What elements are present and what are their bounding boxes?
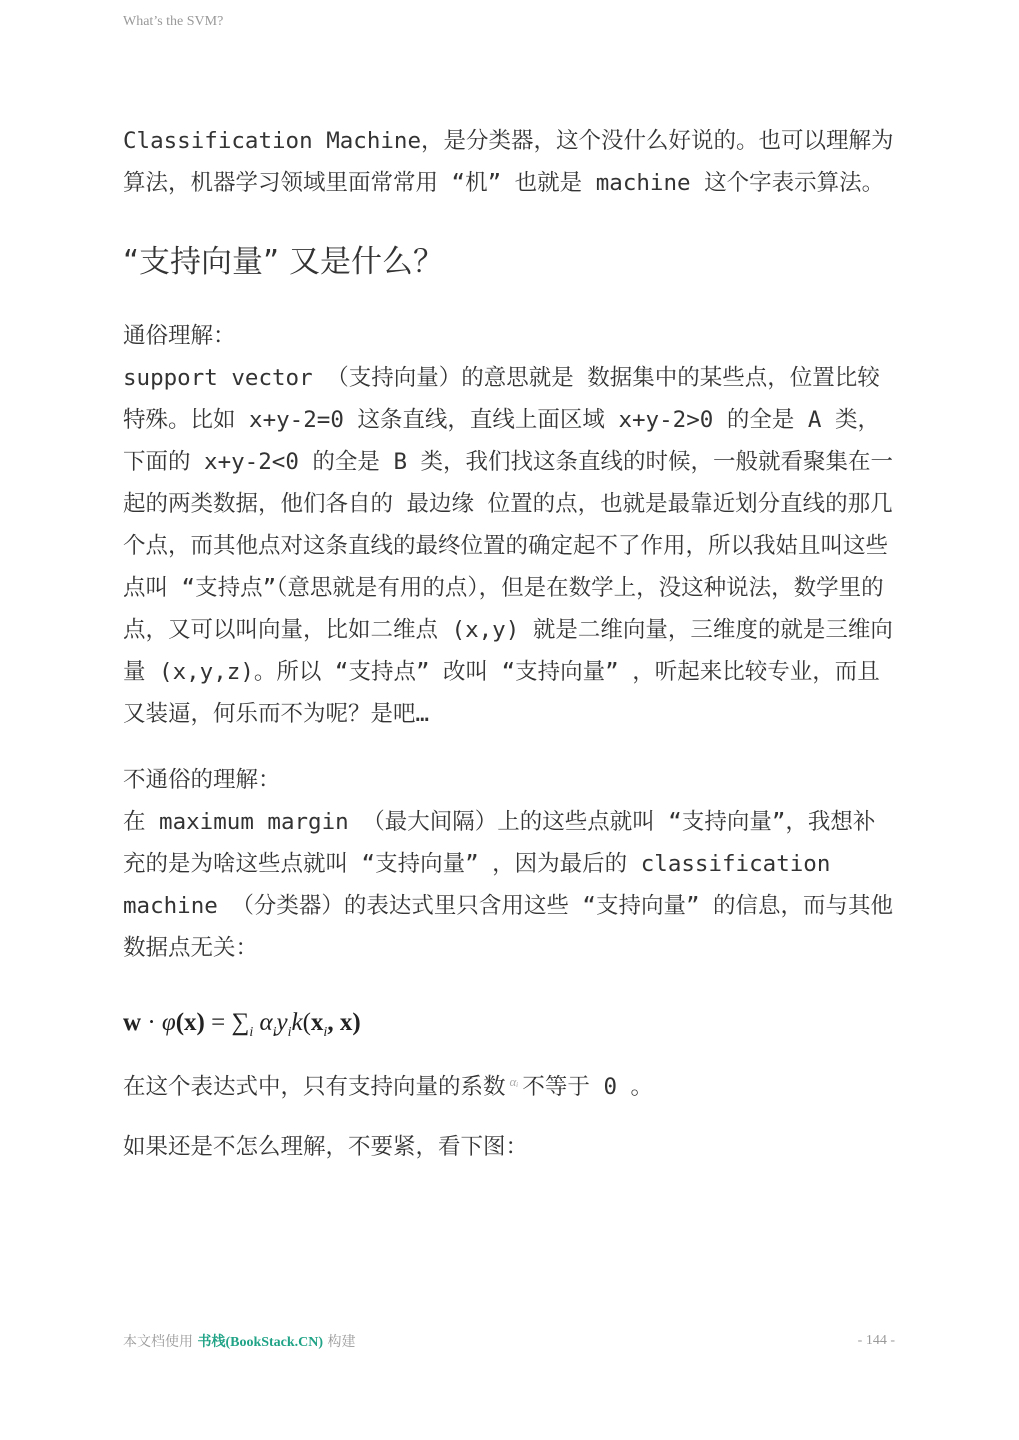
formal-explanation-paragraph: 在 maximum margin （最大间隔）上的这些点就叫 “支持向量”，我想补充的是为啥这些点就叫 “支持向量” ，因为最后的 classification machine （分类器）的表达式里只含用这些 “支持向量” 的信息，而与其他数据点无关：	[123, 809, 894, 961]
intro-paragraph: Classification Machine，是分类器，这个没什么好说的。也可以理解为算法，机器学习领域里面常常用 “机” 也就是 machine 这个字表示算法。	[123, 128, 894, 196]
plain-explanation-label: 通俗理解：	[123, 323, 236, 349]
alpha-symbol: αᵢ	[509, 1074, 519, 1089]
formal-explanation-label: 不通俗的理解：	[123, 767, 281, 793]
bookstack-link[interactable]: 书栈(BookStack.CN)	[197, 1335, 324, 1350]
document-body	[123, 120, 895, 1168]
page-number: - 144 -	[857, 1333, 895, 1348]
running-header: What’s the SVM?	[123, 14, 224, 29]
closing-paragraph: 如果还是不怎么理解，不要紧，看下图：	[123, 1134, 529, 1160]
svm-decision-formula: $w \cdot \varphi(x) = \sum_i$ $\alpha_iy_ik(x_i$, x)	[123, 1009, 361, 1040]
plain-explanation-paragraph: support vector （支持向量）的意思就是 数据集中的某些点，位置比较特殊。比如 x+y-2=0 这条直线，直线上面区域 x+y-2>0 的全是 A 类，下面的 x+y-2<0 的全是 B 类，我们找这条直线的时候，一般就看聚集在一起的两类数据，他们各自的 最边缘 位置的点，也就是最靠近划分直线的那几个点，而其他点对这条直线的最终位置的确定起不了作用，所以我姑且叫这些点叫 “支持点”（意思就是有用的点），但是在数学上，没这种说法，数学里的点，又可以叫向量，比如二维点 (x,y) 就是二维向量，三维度的就是三维向量 (x,y,z)。所以 “支持点” 改叫 “支持向量” ，听起来比较专业，而且又装逼，何乐而不为呢？是吧…	[123, 365, 894, 727]
coefficient-paragraph: 在这个表达式中，只有支持向量的系数 $^{\alpha ᵢ}$ 不等于 0 。	[123, 1074, 654, 1100]
footer-credit: 本文档使用 书栈(BookStack.CN) 构建	[123, 1334, 356, 1350]
section-heading: “支持向量” 又是什么？	[123, 244, 444, 280]
